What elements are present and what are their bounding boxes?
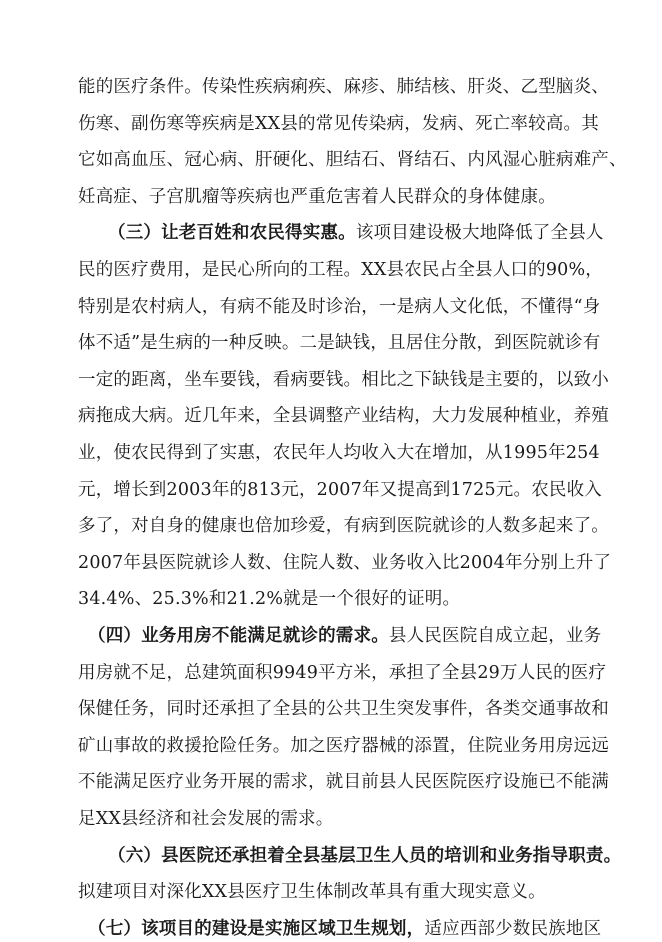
text-line: 保健任务，同时还承担了全县的公共卫生突发事件，各类交通事故和 bbox=[78, 699, 609, 720]
text-line: 多了，对自身的健康也倍加珍爱，有病到医院就诊的人数多起来了。 bbox=[78, 516, 609, 537]
section-4-heading: （四）业务用房不能满足就诊的需求。 bbox=[88, 626, 389, 646]
section-6-heading bbox=[108, 843, 628, 869]
section-4-first-line bbox=[88, 623, 608, 649]
text-line: 特别是农村病人，有病不能及时诊治，一是病人文化低，不懂得“身 bbox=[78, 296, 601, 317]
text-line: 业，使农民得到了实惠，农民年人均收入大在增加，从1995年254 bbox=[78, 443, 600, 463]
text-line: 体不适”是生病的一种反映。二是缺钱，且居住分散，到医院就诊有 bbox=[78, 333, 601, 354]
section-7-heading: （七）该项目的建设是实施区域卫生规划， bbox=[88, 918, 425, 939]
text-line: 矿山事故的救援抢险任务。加之医疗器械的添置，住院业务用房远远 bbox=[78, 735, 609, 756]
text-line: 它如高血压、冠心病、肝硬化、胆结石、肾结石、内风湿心脏病难产、 bbox=[78, 150, 627, 171]
section-7-first-line bbox=[88, 916, 608, 942]
text-line: 民的医疗费用，是民心所向的工程。XX县农民占全县人口的90%， bbox=[78, 260, 604, 280]
text-line: 2007年县医院就诊人数、住院人数、业务收入比2004年分别上升了 bbox=[78, 552, 612, 573]
text-line: 不能满足医疗业务开展的需求，就目前县人民医院医疗设施已不能满 bbox=[78, 772, 609, 793]
text-line: 妊高症、子宫肌瘤等疾病也严重危害着人民群众的身体健康。 bbox=[78, 186, 556, 207]
section-3-first-line bbox=[108, 220, 628, 246]
section-4-lead-text: 县人民医院自成立起，业务 bbox=[388, 626, 602, 646]
text-line: 34.4%、25.3%和21.2%就是一个很好的证明。 bbox=[78, 589, 461, 610]
text-line: 伤寒、副伤寒等疾病是XX县的常见传染病，发病、死亡率较高。其 bbox=[78, 113, 599, 134]
text-line: 一定的距离，坐车要钱，看病要钱。相比之下缺钱是主要的，以致小 bbox=[78, 369, 609, 390]
text-line: 元，增长到2003年的813元，2007年又提高到1725元。农民收入 bbox=[78, 479, 603, 500]
text-line: 拟建项目对深化XX县医疗卫生体制改革具有重大现实意义。 bbox=[78, 882, 546, 903]
section-3-lead-text: 该项目建设极大地降低了全县人 bbox=[355, 223, 604, 244]
section-6-heading-text: （六）县医院还承担着全县基层卫生人员的培训和业务指导职责。 bbox=[108, 845, 622, 866]
text-line: 用房就不足，总建筑面积9949平方米，承担了全县29万人民的医疗 bbox=[78, 662, 607, 683]
text-line: 能的医疗条件。传染性疾病痢疾、麻疹、肺结核、肝炎、乙型脑炎、 bbox=[78, 77, 609, 97]
text-line: 病拖成大病。近几年来，全县调整产业结构，大力发展种植业，养殖 bbox=[78, 406, 609, 427]
text-line: 足XX县经济和社会发展的需求。 bbox=[78, 809, 334, 829]
section-7-lead-text: 适应西部少数民族地区 bbox=[424, 918, 602, 939]
section-3-heading: （三）让老百姓和农民得实惠。 bbox=[108, 223, 356, 244]
